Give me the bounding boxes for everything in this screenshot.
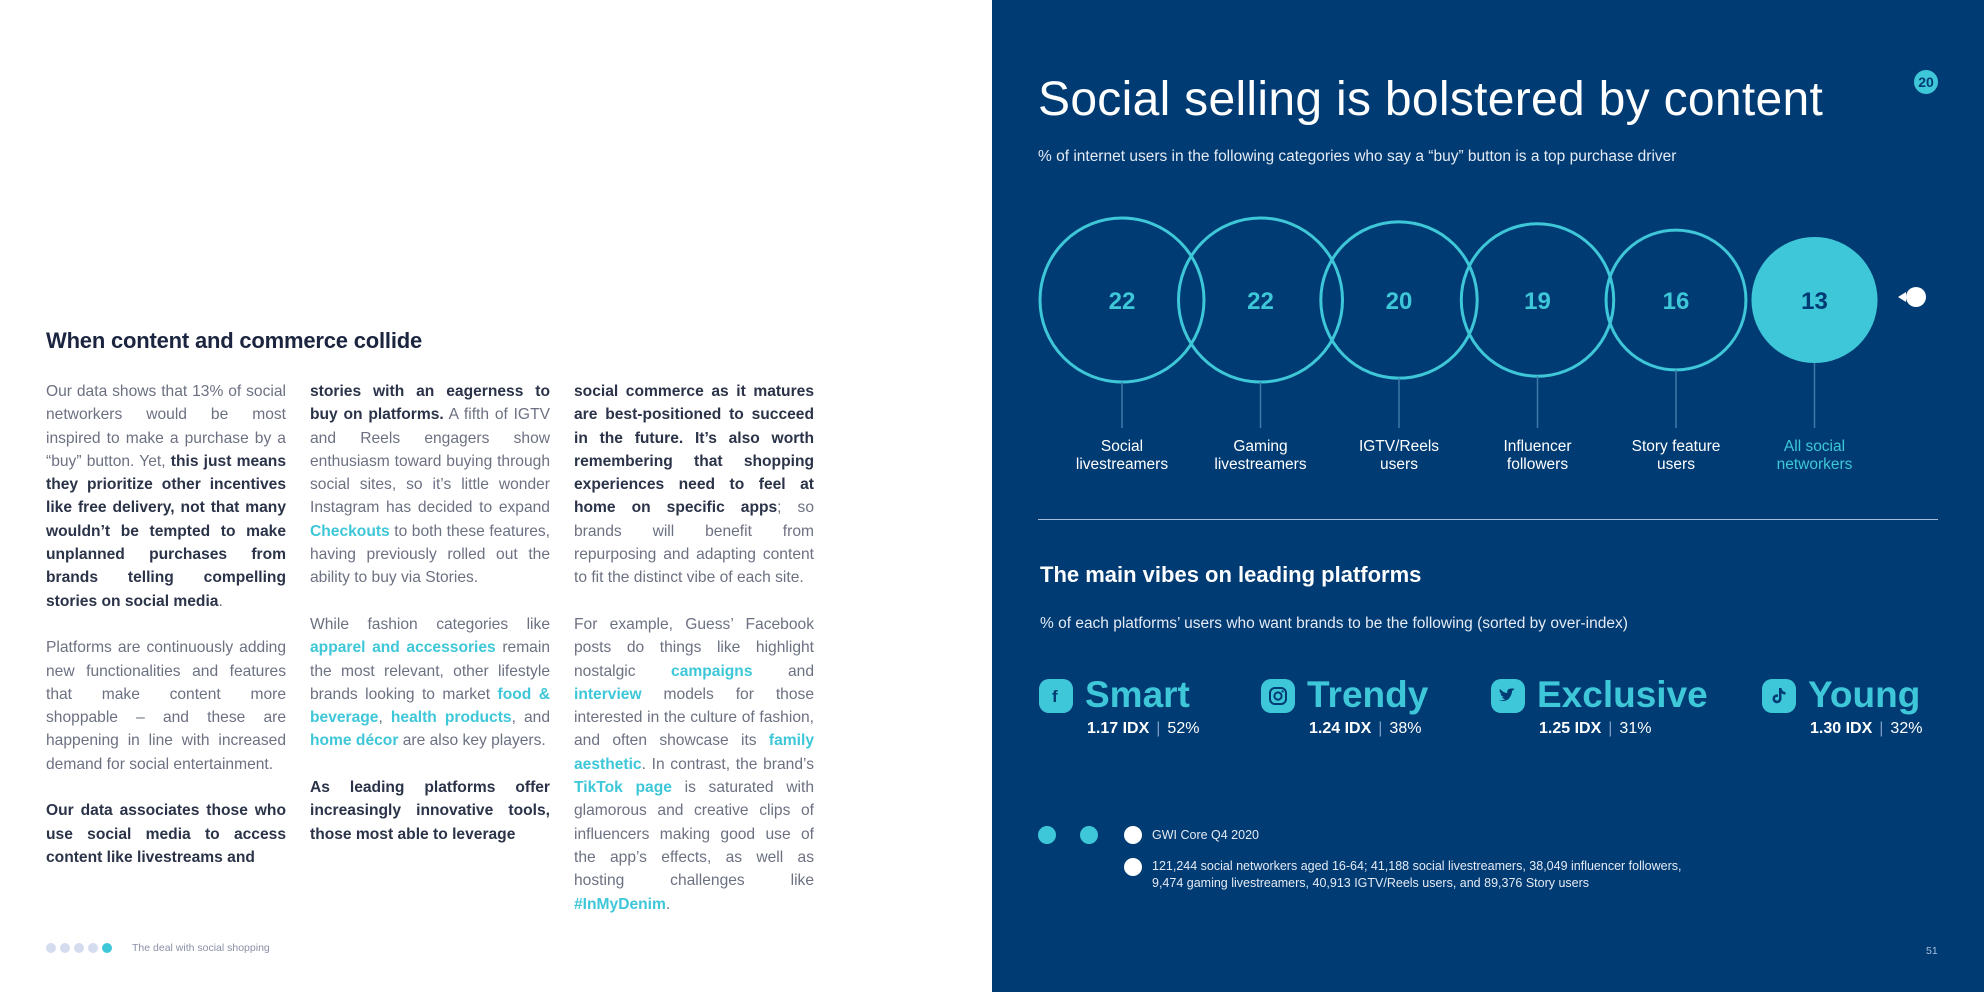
interview-link[interactable]: interview [574,685,642,703]
text: Our data shows that 13% of social networkers would be most inspired to make a purchase by a “buy” button. Yet, [46,383,286,470]
tiktok-page-link[interactable]: TikTok page [574,779,672,797]
bubble-value: 19 [1524,288,1551,315]
vibe-idx: 1.25 IDX [1539,720,1602,737]
page-title: Social selling is bolstered by content [1038,73,1824,126]
vibe-percent: 32% [1890,720,1923,737]
vibe-percent: 52% [1167,720,1200,737]
category-label-line: users [1657,456,1695,473]
section-divider [1038,519,1938,520]
vibe-stats: 1.17 IDX | 52% [1087,720,1200,737]
vibe-name: Trendy [1307,674,1429,715]
right-page [992,0,1984,992]
section-heading: When content and commerce collide [46,328,423,353]
text: . [218,592,223,610]
text: are also key players. [398,732,546,750]
bold-text: social commerce as it matures are best-positioned to succeed in the future. It’s also worth remembering that shopping experiences need to feel at home on specific apps [574,383,814,517]
text: ; so brands will benefit from repurposing and adapting content to fit the distinct vibe of each site. [574,499,814,587]
text-column-2 [310,380,550,869]
bubble-value: 16 [1662,288,1690,315]
arrow-pointer-icon [1898,292,1906,302]
bubble-chart [992,0,1984,500]
campaigns-link[interactable]: campaigns [671,662,753,680]
inmydenim-link[interactable]: #InMyDenim [574,895,666,913]
category-label-line: Gaming [1233,438,1288,455]
vibe-percent: 38% [1389,720,1422,737]
category-label-line: Social [1100,438,1144,455]
bubble-value: 22 [1247,288,1274,315]
text: A fifth of IGTV and Reels engagers show enthusiasm toward buying through social sites, so it’s little wonder Instagram has decided to expand [310,406,550,517]
vibe-percent: 31% [1619,720,1652,737]
text: , and [511,709,551,727]
category-label-line: users [1380,456,1418,473]
tiktok-icon [1762,679,1796,713]
svg-text:f: f [1052,687,1058,706]
progress-dot-active[interactable] [102,943,112,953]
legend-info-icon [1080,826,1098,844]
paragraph [310,380,550,590]
paragraph [574,380,814,590]
twitter-icon [1491,679,1525,713]
base-text-line-1: 121,244 social networkers aged 16-64; 41,188 social livestreamers, 38,049 influencer followers, [1152,859,1682,873]
footer-section-title: The deal with social shopping [132,942,270,954]
category-label-line: followers [1506,456,1569,473]
text: For example, Guess’ Facebook posts do things like highlight nostalgic [574,615,814,680]
vibes-subtitle: % of each platforms’ users who want brands to be the following (sorted by over-index) [1040,615,1628,632]
progress-dot[interactable] [60,943,70,953]
bubble-value: 22 [1108,288,1136,315]
category-label [1606,438,1746,474]
category-label [1052,438,1192,474]
source-text: GWI Core Q4 2020 [1152,828,1259,842]
text-column-1 [46,380,286,893]
category-label-line: Influencer [1503,438,1572,455]
progress-dot[interactable] [46,943,56,953]
vibe-idx: 1.30 IDX [1810,720,1873,737]
base-text-line-2: 9,474 gaming livestreamers, 40,913 IGTV/Reels users, and 89,376 Story users [1152,876,1590,890]
source-icon [1124,826,1142,844]
category-label [1191,438,1331,474]
bold-text: stories with an eagerness to buy on platforms. [310,383,550,424]
apparel-link[interactable]: apparel and accessories [310,639,496,657]
category-label-line: All social [1783,438,1846,455]
legend-info-icon [1038,826,1056,844]
chart-number-badge: 20 [1914,70,1938,94]
bold-text: Our data associates those who use social media to access content like livestreams and [46,802,286,866]
paragraph [310,613,550,753]
checkouts-link[interactable]: Checkouts [310,522,390,540]
vibe-idx: 1.24 IDX [1309,720,1372,737]
text: models for those interested in the culture of fashion, and often showcase its [574,685,814,750]
vibe-name: Exclusive [1537,674,1708,715]
category-label-line: livestreamers [1214,456,1307,473]
category-label-line: networkers [1776,456,1853,473]
instagram-icon [1261,679,1295,713]
text: , [378,709,391,727]
family-aesthetic-link[interactable]: family aesthetic [574,732,814,773]
vibe-name: Young [1808,674,1921,715]
text: . In contrast, the brand’s [641,755,814,773]
home-decor-link[interactable]: home décor [310,732,399,750]
paragraph [310,776,550,846]
paragraph: Platforms are continuously adding new functionalities and features that make content more shoppable – and these are happening in line with increased demand for social entertainment. [46,639,286,773]
text: is saturated with glamorous and creative clips of influencers making good use of the app’s effects, as well as hosting challenges like [574,779,814,890]
vibe-stats: 1.30 IDX | 32% [1810,720,1923,737]
chart-subtitle: % of internet users in the following categories who say a “buy” button is a top purchase driver [1038,148,1677,165]
vibe-idx: 1.17 IDX [1087,720,1150,737]
vibe-stats: 1.25 IDX | 31% [1539,720,1652,737]
text: and [752,662,814,680]
bold-text: As leading platforms offer increasingly innovative tools, those most able to leverage [310,779,550,843]
page-number: 51 [1926,945,1938,957]
progress-dot[interactable] [74,943,84,953]
bold-text: this just means they prioritize other incentives like free delivery, not that many wouldn’t be tempted to make unplanned purchases from brands telling compelling stories on social media [46,452,286,610]
facebook-icon [1039,679,1073,713]
category-label-line: livestreamers [1075,456,1169,473]
pointer-dot-icon [1906,287,1926,307]
category-label [1468,438,1608,474]
food-beverage-link[interactable]: food & beverage [310,685,550,727]
bubble-value: 13 [1801,288,1828,315]
vibe-stats: 1.24 IDX | 38% [1309,720,1422,737]
text-column-3 [574,380,814,939]
progress-dot[interactable] [88,943,98,953]
text: While fashion categories like [310,615,550,633]
page-footer [46,942,270,954]
vibes-heading: The main vibes on leading platforms [1040,562,1422,587]
base-icon [1124,858,1142,876]
text: remain the most relevant, other lifestyle brands looking to market [310,639,550,703]
text: to both these features, having previously rolled out the ability to buy via Stories. [310,522,550,587]
category-label [1745,438,1885,474]
paragraph [574,613,814,916]
text: . [665,895,671,913]
category-label-line: Story feature [1631,438,1721,455]
category-label [1329,438,1469,474]
health-products-link[interactable]: health products [390,709,512,727]
vibe-name: Smart [1085,674,1190,715]
bubble-value: 20 [1385,288,1413,315]
category-label-line: IGTV/Reels [1358,438,1440,455]
paragraph [46,380,286,613]
paragraph [46,799,286,869]
